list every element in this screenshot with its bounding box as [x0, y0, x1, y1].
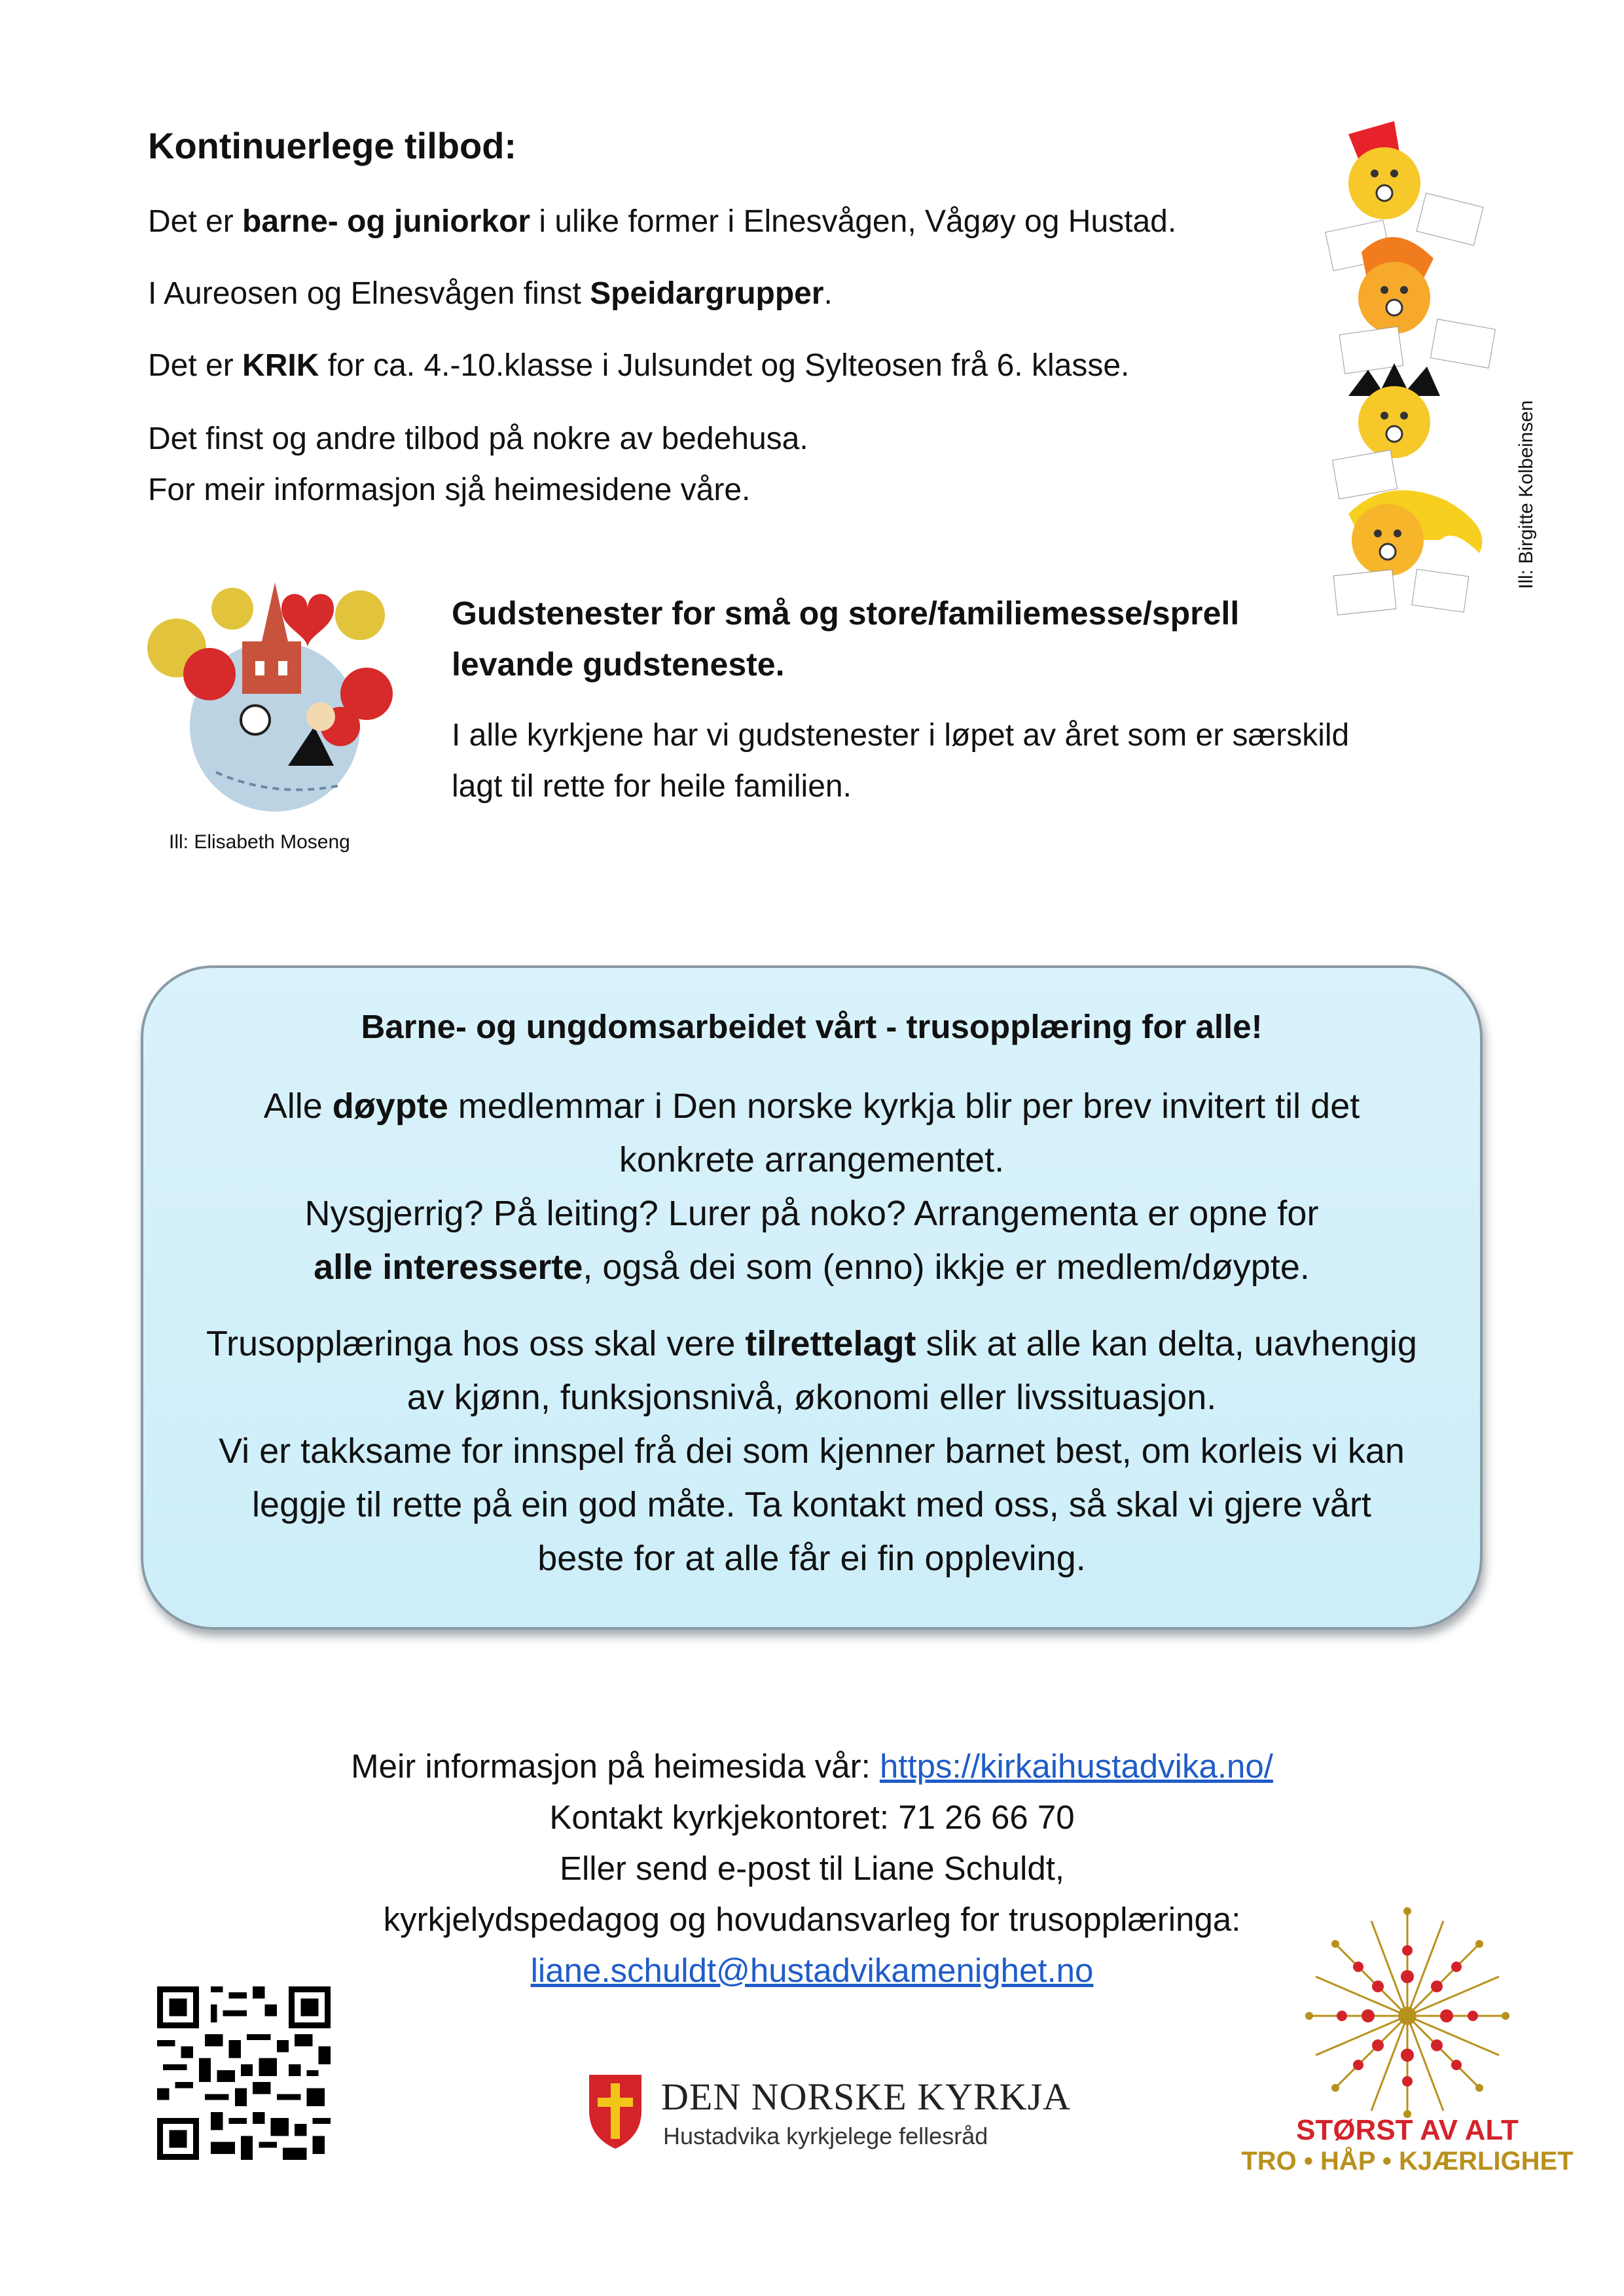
email-link[interactable]: liane.schuldt@hustadvikamenighet.no: [530, 1952, 1094, 1989]
other-offers-text: Det finst og andre tilbod på nokre av bedehusa.: [148, 422, 808, 456]
heading-line: levande gudsteneste.: [452, 646, 785, 683]
contact-person-line: Eller send e-post til Liane Schuldt,: [559, 1850, 1065, 1887]
choir-children-illustration: [1322, 121, 1519, 619]
den-norske-kyrkja-logo: [586, 2072, 1072, 2157]
church-name: DEN NORSKE KYRKJA: [661, 2075, 1072, 2118]
website-line: [0, 1741, 1624, 1792]
krik-offer-text: [148, 340, 1129, 391]
faith-education-info-box: [141, 965, 1483, 1630]
qr-code[interactable]: [157, 1986, 331, 2160]
text-part: Det er: [148, 348, 243, 383]
text-part: slik at alle kan delta, uavhengig: [916, 1324, 1417, 1363]
info-line: konkrete arrangementet.: [619, 1140, 1005, 1179]
info-box-title: Barne- og ungdomsarbeidet vårt - trusopplæring for alle!: [361, 1008, 1263, 1045]
info-line: Nysgjerrig? På leiting? Lurer på noko? Arrangementa er opne for: [304, 1194, 1319, 1233]
section-heading-continuous-offers: Kontinuerlege tilbod:: [148, 125, 517, 166]
family-church-illustration: [144, 569, 406, 818]
section-heading-family-services: [452, 588, 1239, 690]
text-part: .: [823, 276, 833, 311]
info-line: Vi er takksame for innspel frå dei som kjenner barnet best, om korleis vi kan: [219, 1431, 1405, 1471]
text-part: Det er: [148, 204, 243, 239]
info-line: [143, 1240, 1480, 1294]
text-part: I Aureosen og Elnesvågen finst: [148, 276, 590, 311]
bold-text: KRIK: [242, 348, 319, 383]
church-council-name: Hustadvika kyrkjelege fellesråd: [663, 2123, 988, 2149]
info-line: av kjønn, funksjonsnivå, økonomi eller livssituasjon.: [406, 1378, 1217, 1417]
slogan-primary: STØRST AV ALT: [1296, 2114, 1519, 2146]
illustration-credit-left: Ill: Elisabeth Moseng: [169, 831, 350, 853]
text-part: Meir informasjon på heimesida vår:: [351, 1748, 880, 1785]
family-services-text: [452, 710, 1349, 812]
bold-text: Speidargrupper: [590, 276, 824, 311]
bold-text: døypte: [332, 1086, 448, 1126]
church-shield-icon: [586, 2072, 645, 2150]
choir-offer-text: [148, 196, 1176, 247]
info-line: [143, 1317, 1480, 1371]
contact-role-line: kyrkjelydspedagog og hovudansvarleg for trusopplæringa:: [383, 1901, 1241, 1938]
info-line: leggje til rette på ein god måte. Ta kontakt med oss, så skal vi gjere vårt: [252, 1485, 1371, 1524]
bold-text: alle interesserte: [314, 1247, 583, 1287]
bold-text: barne- og juniorkor: [242, 204, 531, 239]
info-line: [143, 1079, 1480, 1133]
text-part: Trusopplæringa hos oss skal vere: [206, 1324, 746, 1363]
slogan-secondary: TRO • HÅP • KJÆRLIGHET: [1241, 2147, 1574, 2176]
storst-av-alt-logo: [1231, 1905, 1584, 2179]
text-part: Alle: [263, 1086, 333, 1126]
text-line: lagt til rette for heile familien.: [452, 769, 852, 804]
illustration-credit-right: Ill: Birgitte Kolbeinsen: [1515, 400, 1537, 589]
text-part: i ulike former i Elnesvågen, Vågøy og Hustad.: [530, 204, 1177, 239]
text-part: medlemmar i Den norske kyrkja blir per brev invitert til det: [448, 1086, 1360, 1126]
text-line: I alle kyrkjene har vi gudstenester i løpet av året som er særskild: [452, 718, 1350, 753]
text-part: , også dei som (enno) ikkje er medlem/døypte.: [583, 1247, 1310, 1287]
star-burst-icon: [1231, 1905, 1584, 2121]
scout-offer-text: [148, 268, 833, 319]
bold-text: tilrettelagt: [745, 1324, 916, 1363]
heading-line: Gudstenester for små og store/familiemesse/sprell: [452, 595, 1240, 632]
more-info-text: For meir informasjon sjå heimesidene våre.: [148, 473, 751, 507]
website-link[interactable]: https://kirkaihustadvika.no/: [879, 1748, 1273, 1785]
text-part: for ca. 4.-10.klasse i Julsundet og Sylteosen frå 6. klasse.: [319, 348, 1130, 383]
info-line: beste for at alle får ei fin oppleving.: [537, 1539, 1086, 1578]
contact-phone-line: Kontakt kyrkjekontoret: 71 26 66 70: [549, 1799, 1075, 1836]
